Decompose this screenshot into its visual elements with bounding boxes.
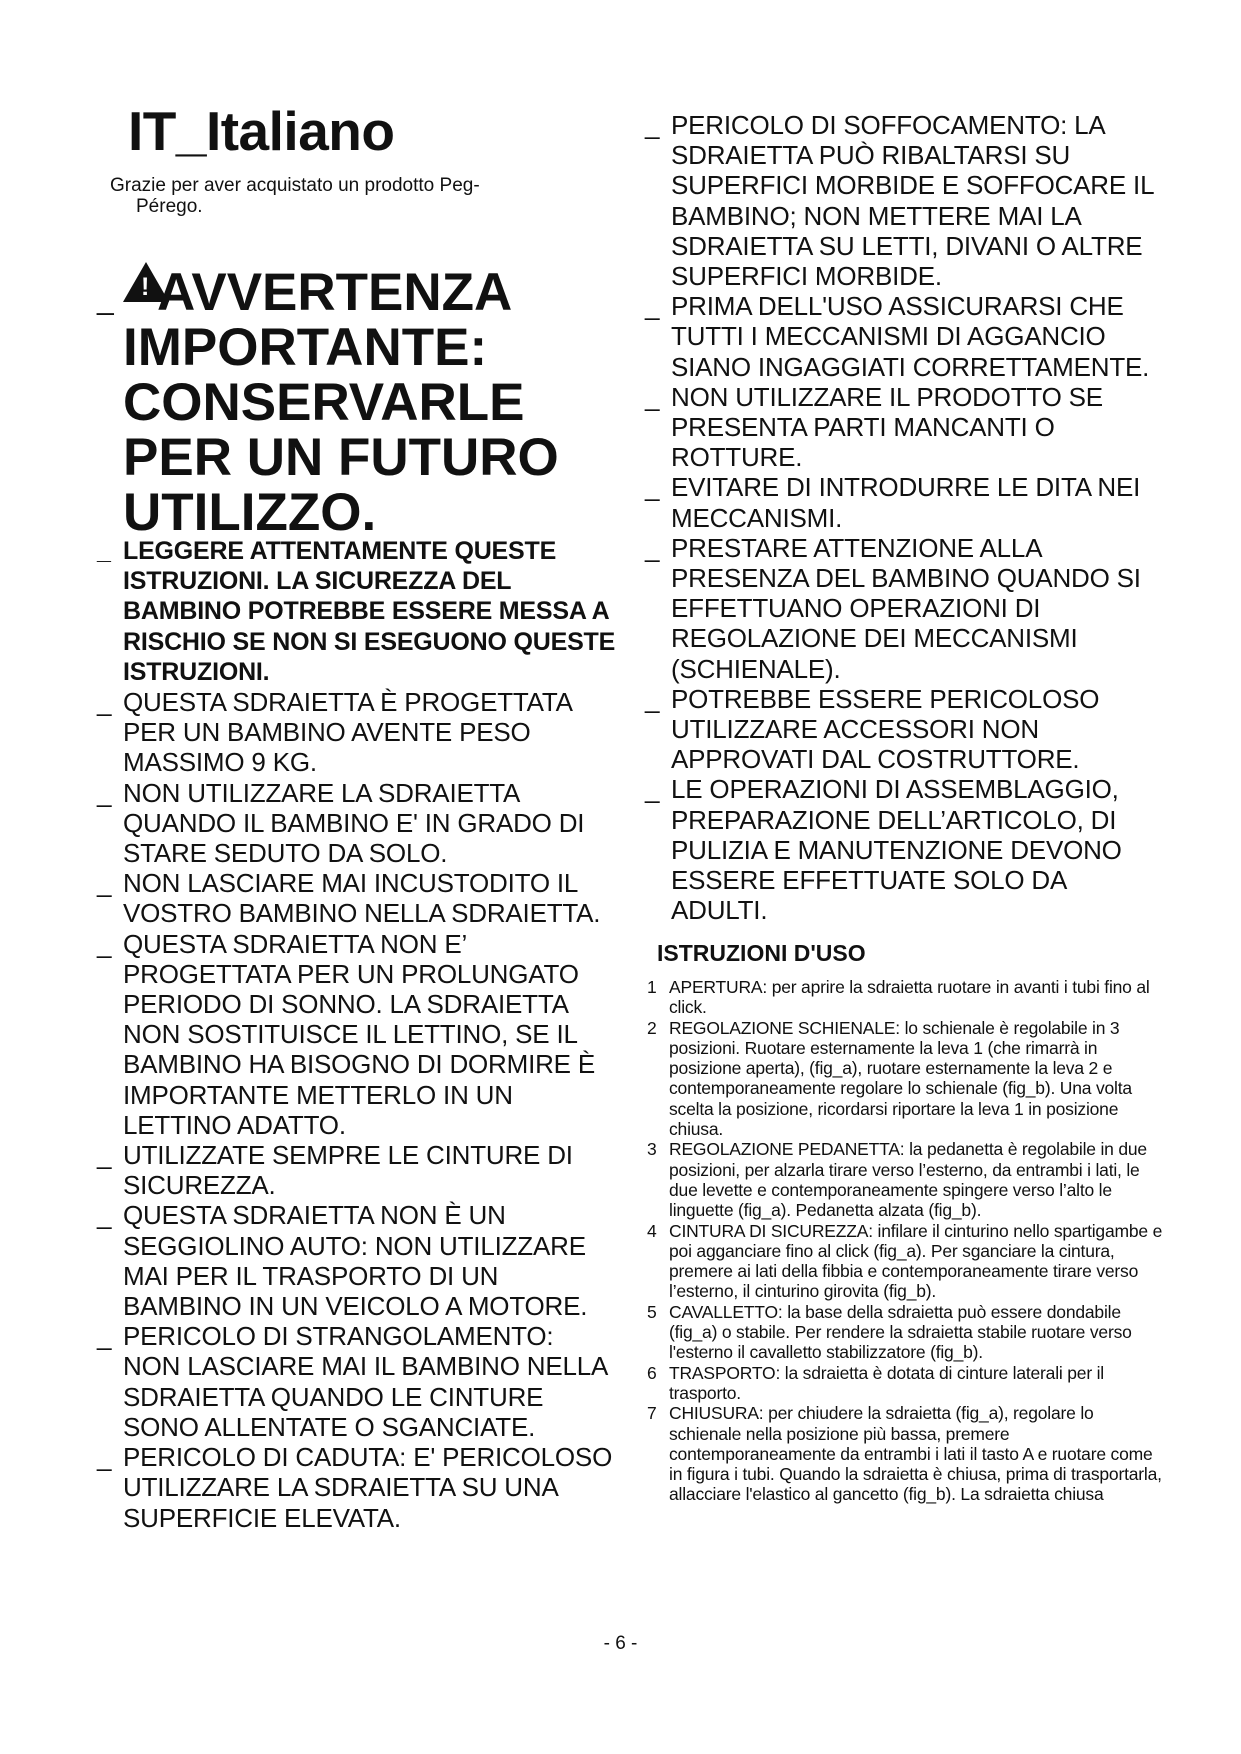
warning-item: _ NON UTILIZZARE IL PRODOTTO SE PRESENTA PARTI MANCANTI O ROTTURE. <box>645 381 1103 473</box>
warning-dash: _ <box>97 283 114 316</box>
intro-line-2: Pérego. <box>136 196 203 217</box>
warning-item: _ NON LASCIARE MAI INCUSTODITO IL VOSTRO BAMBINO NELLA SDRAIETTA. <box>97 868 601 929</box>
language-heading: IT_Italiano <box>128 100 395 162</box>
intro-text <box>110 175 530 217</box>
warning-item: _ PRIMA DELL'USO ASSICURARSI CHE TUTTI I MECCANISMI DI AGGANCIO SIANO INGAGGIATI CORRETTAMENTE. <box>645 291 1150 382</box>
instruction-steps <box>645 977 1165 1505</box>
warning-list-left <box>97 536 617 1533</box>
warning-item: _ EVITARE DI INTRODURRE LE DITA NEI MECCANISMI. <box>645 472 1141 533</box>
warning-item: _ LE OPERAZIONI DI ASSEMBLAGGIO, PREPARAZIONE DELL’ARTICOLO, DI PULIZIA E MANUTENZIONE DEVONO ESSERE EFFETTUATE SOLO DA ADULTI. <box>645 774 1122 926</box>
warning-item: _ UTILIZZATE SEMPRE LE CINTURE DI SICUREZZA. <box>97 1140 573 1201</box>
warning-list-right <box>645 110 1165 925</box>
instruction-step: 1 APERTURA: per aprire la sdraietta ruotare in avanti i tubi fino al click. <box>647 977 1150 1018</box>
warning-item: _ POTREBBE ESSERE PERICOLOSO UTILIZZARE ACCESSORI NON APPROVATI DAL COSTRUTTORE. <box>645 683 1100 775</box>
warning-triangle-icon <box>123 262 169 302</box>
instruction-step: 5 CAVALLETTO: la base della sdraietta può essere dondabile (fig_a) o stabile. Per rendere la sdraietta stabile ruotare verso l'esterno il cavalletto stabilizzatore (fig_b). <box>647 1301 1132 1363</box>
warning-item: _ PERICOLO DI CADUTA: E' PERICOLOSO UTILIZZARE LA SDRAIETTA SU UNA SUPERFICIE ELEVATA. <box>97 1442 613 1533</box>
important-warning <box>97 262 617 540</box>
warning-item: _ PRESTARE ATTENZIONE ALLA PRESENZA DEL BAMBINO QUANDO SI EFFETTUANO OPERAZIONI DI REGOLAZIONE DEI MECCANISMI (SCHIENALE). <box>645 532 1141 684</box>
instruction-step: 4 CINTURA DI SICUREZZA: infilare il cinturino nello spartigambe e poi agganciare fino al click (fig_a). Per sganciare la cintura, premere ai lati della fibbia e contemporaneamente tirare verso l’esterno, il cinturino girovita (fig_b). <box>647 1220 1163 1302</box>
warning-item: _ QUESTA SDRAIETTA NON È UN SEGGIOLINO AUTO: NON UTILIZZARE MAI PER IL TRASPORTO DI UN BAMBINO IN UN VEICOLO A MOTORE. <box>97 1200 588 1322</box>
warning-item: _ PERICOLO DI STRANGOLAMENTO: NON LASCIARE MAI IL BAMBINO NELLA SDRAIETTA QUANDO LE CINTURE SONO ALLENTATE O SGANCIATE. <box>97 1321 607 1442</box>
instructions-title: ISTRUZIONI D'USO <box>657 940 866 966</box>
instruction-step: 3 REGOLAZIONE PEDANETTA: la pedanetta è regolabile in due posizioni, per alzarla tirare verso l’esterno, da entrambi i lati, le due levette e contemporaneamente spingere verso l’alto le linguette (fig_a). Pedanetta alzata (fig_b). <box>647 1139 1147 1221</box>
page-number: - 6 - <box>603 1633 638 1654</box>
instruction-step: 6 TRASPORTO: la sdraietta è dotata di cinture laterali per il trasporto. <box>647 1362 1104 1403</box>
instruction-step: 2 REGOLAZIONE SCHIENALE: lo schienale è regolabile in 3 posizioni. Ruotare esternamente la leva 1 (che rimarrà in posizione aperta), (fig_a), ruotare esternamente la leva 2 e contemporaneamente regolare lo schienale (fig_b). Una volta scelta la posizione, ricordarsi riportare la leva 1 in posizione chiusa. <box>647 1017 1132 1140</box>
warning-item: _ LEGGERE ATTENTAMENTE QUESTE ISTRUZIONI. LA SICUREZZA DEL BAMBINO POTREBBE ESSERE MESSA A RISCHIO SE NON SI ESEGUONO QUESTE ISTRUZIONI. <box>97 537 616 686</box>
warning-title: AVVERTENZA IMPORTANTE: CONSERVARLE PER UN FUTURO UTILIZZO. <box>123 263 559 542</box>
warning-item: _ PERICOLO DI SOFFOCAMENTO: LA SDRAIETTA PUÒ RIBALTARSI SU SUPERFICI MORBIDE E SOFFOCARE IL BAMBINO; NON METTERE MAI LA SDRAIETTA SU LETTI, DIVANI O ALTRE SUPERFICI MORBIDE. <box>645 110 1154 292</box>
intro-line-1: Grazie per aver acquistato un prodotto Peg- <box>110 175 480 196</box>
warning-item: _ QUESTA SDRAIETTA È PROGETTATA PER UN BAMBINO AVENTE PESO MASSIMO 9 KG. <box>97 687 572 778</box>
warning-item: _ NON UTILIZZARE LA SDRAIETTA QUANDO IL BAMBINO E' IN GRADO DI STARE SEDUTO DA SOLO. <box>97 777 585 869</box>
instruction-step: 7 CHIUSURA: per chiudere la sdraietta (fig_a), regolare lo schienale nella posizione più bassa, premere contemporaneamente da entrambi i lati il tasto A e ruotare come in figura i tubi. Quando la sdraietta è chiusa, prima di trasportarla, allacciare l'elastico al gancetto (fig_b). La sdraietta chiusa <box>647 1403 1162 1505</box>
warning-item: _ QUESTA SDRAIETTA NON E’ PROGETTATA PER UN PROLUNGATO PERIODO DI SONNO. LA SDRAIETTA NON SOSTITUISCE IL LETTINO, SE IL BAMBINO HA BISOGNO DI DORMIRE È IMPORTANTE METTERLO IN UN LETTINO ADATTO. <box>97 928 595 1140</box>
